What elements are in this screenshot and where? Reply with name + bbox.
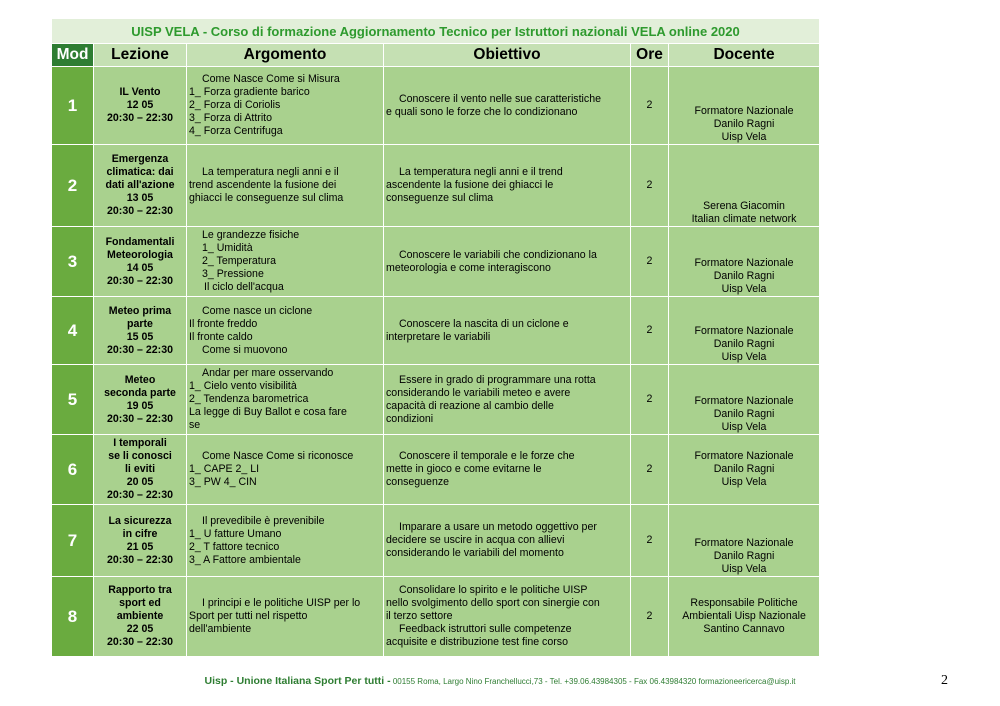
lezione-line: 14 05 bbox=[126, 261, 154, 274]
header-obiettivo: Obiettivo bbox=[384, 44, 631, 67]
table-body bbox=[52, 67, 820, 657]
obiettivo-line: meteorologia e come interagiscono bbox=[386, 261, 551, 274]
obiettivo-line: considerando le variabili del momento bbox=[386, 547, 564, 559]
module-number: 1 bbox=[52, 67, 94, 145]
topic-cell bbox=[187, 577, 384, 657]
module-number: 7 bbox=[52, 505, 94, 577]
lezione-line: ambiente bbox=[116, 610, 164, 622]
lezione-line: 20:30 – 22:30 bbox=[107, 205, 173, 217]
objective-cell bbox=[384, 67, 631, 145]
table-row bbox=[52, 505, 820, 577]
argomento-line: 3_ A Fattore ambientale bbox=[189, 553, 301, 566]
obiettivo-line: Conoscere le variabili che condizionano la bbox=[399, 248, 597, 261]
module-number: 5 bbox=[52, 365, 94, 435]
docente-line: Uisp Vela bbox=[721, 421, 767, 433]
lezione-line: I temporali bbox=[113, 437, 167, 449]
obiettivo-line: e quali sono le forze che lo condizionano bbox=[386, 105, 578, 118]
lezione-line: 20:30 – 22:30 bbox=[107, 636, 173, 648]
topic-cell bbox=[187, 435, 384, 505]
obiettivo-line: nello svolgimento dello sport con sinergie con bbox=[386, 597, 600, 609]
footer-org: Uisp - Unione Italiana Sport Per tutti - bbox=[204, 675, 391, 687]
topic-cell bbox=[187, 145, 384, 227]
lezione-line: Rapporto tra bbox=[108, 584, 172, 596]
obiettivo-line: Feedback istruttori sulle competenze bbox=[399, 623, 572, 635]
obiettivo-line: mette in gioco e come evitarne le bbox=[386, 463, 542, 475]
argomento-line: 1_ U fatture Umano bbox=[189, 527, 282, 540]
argomento-line: ghiacci le conseguenze sul clima bbox=[189, 192, 344, 204]
obiettivo-line: acquisite e distribuzione test fine corso bbox=[386, 636, 568, 648]
hours-cell: 2 bbox=[631, 67, 669, 145]
lezione-line: La sicurezza bbox=[108, 514, 172, 527]
teacher-cell bbox=[669, 505, 820, 577]
docente-line: Danilo Ragni bbox=[713, 550, 775, 562]
teacher-cell bbox=[669, 435, 820, 505]
obiettivo-line: La temperatura negli anni e il trend bbox=[399, 166, 563, 178]
teacher-cell bbox=[669, 227, 820, 297]
obiettivo-line: condizioni bbox=[386, 412, 434, 425]
obiettivo-line: conseguenze sul clima bbox=[386, 192, 494, 204]
header-ore: Ore bbox=[631, 44, 669, 67]
argomento-line: 1_ Cielo vento visibilità bbox=[189, 380, 297, 392]
docente-line: Danilo Ragni bbox=[713, 118, 775, 130]
lezione-line: 12 05 bbox=[126, 99, 154, 111]
objective-cell bbox=[384, 297, 631, 365]
lesson-cell bbox=[94, 297, 187, 365]
argomento-line: 2_ Tendenza barometrica bbox=[189, 393, 309, 405]
lezione-line: 20:30 – 22:30 bbox=[107, 343, 173, 356]
lezione-line: IL Vento bbox=[119, 86, 161, 98]
topic-cell bbox=[187, 67, 384, 145]
lezione-line: seconda parte bbox=[104, 386, 176, 399]
obiettivo-line: Conoscere il vento nelle sue caratteristiche bbox=[399, 92, 601, 105]
topic-cell bbox=[187, 297, 384, 365]
argomento-line: trend ascendente la fusione dei bbox=[189, 179, 337, 191]
docente-line: Italian climate network bbox=[691, 213, 797, 225]
lesson-cell bbox=[94, 145, 187, 227]
docente-line: Formatore Nazionale bbox=[694, 537, 794, 549]
lezione-line: 21 05 bbox=[126, 540, 154, 553]
docente-line: Uisp Vela bbox=[721, 283, 767, 295]
lezione-line: Meteo bbox=[124, 373, 156, 386]
objective-cell bbox=[384, 365, 631, 435]
module-number: 6 bbox=[52, 435, 94, 505]
docente-line: Formatore Nazionale bbox=[694, 105, 794, 117]
lezione-line: 19 05 bbox=[126, 399, 154, 412]
argomento-line: Andar per mare osservando bbox=[202, 367, 334, 379]
argomento-line: I principi e le politiche UISP per lo bbox=[202, 597, 361, 609]
argomento-line: Sport per tutti nel rispetto bbox=[189, 610, 308, 622]
docente-line: Formatore Nazionale bbox=[694, 325, 794, 337]
docente-line: Formatore Nazionale bbox=[694, 395, 794, 407]
header-mod: Mod bbox=[52, 44, 94, 67]
topic-cell bbox=[187, 227, 384, 297]
obiettivo-line: Essere in grado di programmare una rotta bbox=[399, 373, 596, 386]
argomento-line: 2_ Forza di Coriolis bbox=[189, 99, 281, 111]
obiettivo-line: ascendente la fusione dei ghiacci le bbox=[386, 179, 554, 191]
header-argomento: Argomento bbox=[187, 44, 384, 67]
table-title: UISP VELA - Corso di formazione Aggiornamento Tecnico per Istruttori nazionali VELA online 2020 bbox=[52, 19, 820, 44]
lezione-line: 20 05 bbox=[126, 476, 154, 488]
argomento-line: Il ciclo dell'acqua bbox=[204, 281, 284, 293]
module-number: 3 bbox=[52, 227, 94, 297]
course-table bbox=[51, 18, 820, 657]
hours-cell: 2 bbox=[631, 577, 669, 657]
obiettivo-line: Consolidare lo spirito e le politiche UISP bbox=[399, 584, 588, 596]
table-row bbox=[52, 297, 820, 365]
table-row bbox=[52, 145, 820, 227]
obiettivo-line: Conoscere il temporale e le forze che bbox=[399, 450, 575, 462]
lezione-line: dati all'azione bbox=[105, 179, 175, 191]
teacher-cell bbox=[669, 297, 820, 365]
lesson-cell bbox=[94, 435, 187, 505]
obiettivo-line: Imparare a usare un metodo oggettivo per bbox=[399, 521, 597, 533]
argomento-line: Il fronte freddo bbox=[189, 317, 258, 330]
docente-line: Uisp Vela bbox=[721, 476, 767, 488]
argomento-line: 4_ Forza Centrifuga bbox=[189, 125, 283, 137]
lezione-line: 20:30 – 22:30 bbox=[107, 553, 173, 566]
objective-cell bbox=[384, 145, 631, 227]
lezione-line: 20:30 – 22:30 bbox=[107, 489, 173, 501]
argomento-line: La legge di Buy Ballot e cosa fare bbox=[189, 406, 347, 418]
header-lezione: Lezione bbox=[94, 44, 187, 67]
lezione-line: 13 05 bbox=[126, 192, 154, 204]
lezione-line: in cifre bbox=[122, 527, 158, 540]
teacher-cell bbox=[669, 577, 820, 657]
teacher-cell bbox=[669, 365, 820, 435]
lesson-cell bbox=[94, 67, 187, 145]
argomento-line: dell'ambiente bbox=[189, 623, 252, 635]
lezione-line: 20:30 – 22:30 bbox=[107, 274, 173, 287]
argomento-line: Il fronte caldo bbox=[189, 330, 253, 343]
lezione-line: Fondamentali bbox=[105, 235, 175, 248]
obiettivo-line: capacità di reazione al cambio delle bbox=[386, 399, 554, 412]
topic-cell bbox=[187, 365, 384, 435]
argomento-line: 2_ T fattore tecnico bbox=[189, 540, 280, 553]
docente-line: Santino Cannavo bbox=[703, 623, 785, 635]
lezione-line: Meteorologia bbox=[107, 248, 173, 261]
lezione-line: 20:30 – 22:30 bbox=[107, 412, 173, 425]
teacher-cell bbox=[669, 145, 820, 227]
table-row bbox=[52, 435, 820, 505]
hours-cell: 2 bbox=[631, 297, 669, 365]
module-number: 8 bbox=[52, 577, 94, 657]
argomento-line: Come si muovono bbox=[202, 343, 288, 356]
lezione-line: 15 05 bbox=[126, 330, 154, 343]
lezione-line: parte bbox=[127, 317, 153, 330]
docente-line: Responsabile Politiche bbox=[690, 597, 798, 609]
hours-cell: 2 bbox=[631, 227, 669, 297]
argomento-line: Come Nasce Come si riconosce bbox=[202, 450, 354, 462]
docente-line: Formatore Nazionale bbox=[694, 450, 794, 462]
obiettivo-line: interpretare le variabili bbox=[386, 330, 491, 343]
docente-line: Danilo Ragni bbox=[713, 338, 775, 350]
page-footer bbox=[0, 675, 1000, 687]
lesson-cell bbox=[94, 227, 187, 297]
lezione-line: sport ed bbox=[119, 597, 161, 609]
argomento-line: 3_ Forza di Attrito bbox=[189, 112, 273, 124]
obiettivo-line: conseguenze bbox=[386, 476, 450, 488]
argomento-line: 2_ Temperatura bbox=[202, 255, 277, 267]
lezione-line: climatica: dai bbox=[106, 166, 174, 178]
lezione-line: 20:30 – 22:30 bbox=[107, 112, 173, 124]
table-row bbox=[52, 67, 820, 145]
argomento-line: Le grandezze fisiche bbox=[202, 229, 300, 241]
argomento-line: 3_ PW 4_ CIN bbox=[189, 476, 257, 488]
objective-cell bbox=[384, 227, 631, 297]
argomento-line: Come nasce un ciclone bbox=[202, 304, 313, 317]
header-docente: Docente bbox=[669, 44, 820, 67]
module-number: 4 bbox=[52, 297, 94, 365]
lezione-line: Emergenza bbox=[111, 153, 169, 165]
lezione-line: se li conosci bbox=[108, 450, 172, 462]
docente-line: Uisp Vela bbox=[721, 563, 767, 575]
docente-line: Danilo Ragni bbox=[713, 463, 775, 475]
footer-details: 00155 Roma, Largo Nino Franchellucci,73 - Tel. +39.06.43984305 - Fax 06.43984320 formazioneericerca@uisp.it bbox=[392, 677, 796, 686]
table-row bbox=[52, 227, 820, 297]
obiettivo-line: decidere se uscire in acqua con allievi bbox=[386, 534, 565, 546]
page-number: 2 bbox=[941, 673, 948, 688]
teacher-cell bbox=[669, 67, 820, 145]
docente-line: Uisp Vela bbox=[721, 351, 767, 363]
docente-line: Danilo Ragni bbox=[713, 270, 775, 282]
argomento-line: 1_ Umidità bbox=[202, 242, 253, 254]
hours-cell: 2 bbox=[631, 505, 669, 577]
argomento-line: 1_ CAPE 2_ LI bbox=[189, 463, 260, 475]
argomento-line: Il prevedibile è prevenibile bbox=[202, 514, 325, 527]
module-number: 2 bbox=[52, 145, 94, 227]
objective-cell bbox=[384, 435, 631, 505]
obiettivo-line: Conoscere la nascita di un ciclone e bbox=[399, 317, 569, 330]
docente-line: Uisp Vela bbox=[721, 131, 767, 143]
hours-cell: 2 bbox=[631, 145, 669, 227]
docente-line: Ambientali Uisp Nazionale bbox=[682, 610, 806, 622]
hours-cell: 2 bbox=[631, 365, 669, 435]
lezione-line: 22 05 bbox=[126, 623, 154, 635]
argomento-line: 3_ Pressione bbox=[202, 268, 264, 280]
objective-cell bbox=[384, 505, 631, 577]
argomento-line: 1_ Forza gradiente barico bbox=[189, 86, 310, 98]
hours-cell: 2 bbox=[631, 435, 669, 505]
argomento-line: La temperatura negli anni e il bbox=[202, 166, 339, 178]
docente-line: Danilo Ragni bbox=[713, 408, 775, 420]
lezione-line: li eviti bbox=[124, 463, 156, 475]
table-row bbox=[52, 577, 820, 657]
docente-line: Formatore Nazionale bbox=[694, 257, 794, 269]
table-row bbox=[52, 365, 820, 435]
lesson-cell bbox=[94, 577, 187, 657]
topic-cell bbox=[187, 505, 384, 577]
lezione-line: Meteo prima bbox=[108, 304, 172, 317]
lesson-cell bbox=[94, 365, 187, 435]
objective-cell bbox=[384, 577, 631, 657]
docente-line: Serena Giacomin bbox=[703, 200, 785, 212]
argomento-line: Come Nasce Come si Misura bbox=[202, 73, 340, 85]
argomento-line: se bbox=[189, 419, 201, 431]
obiettivo-line: considerando le variabili meteo e avere bbox=[386, 386, 571, 399]
obiettivo-line: il terzo settore bbox=[386, 610, 453, 622]
lesson-cell bbox=[94, 505, 187, 577]
